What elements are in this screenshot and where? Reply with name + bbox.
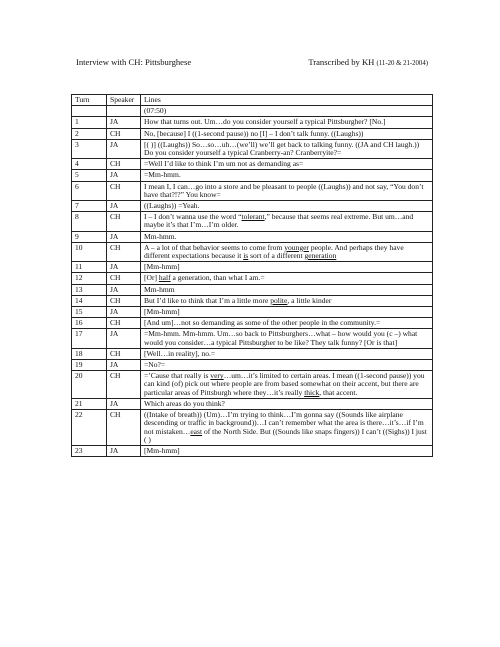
line-text: I mean I, I can…go into a store and be pleasant to people ((Laughs)) and not say, “You don’t have that?!?” You know= (141, 181, 433, 200)
table-row (72, 242, 433, 261)
table-row (72, 231, 433, 242)
turn-number: 4 (72, 159, 107, 170)
line-text: [And um]…not so demanding as some of the other people in the community.= (141, 318, 433, 329)
line-text: [Mm-hmm] (141, 445, 433, 456)
turn-number: 9 (72, 231, 107, 242)
transcriber-credit: Transcribed by KH (11-20 & 21-2004) (308, 57, 428, 67)
table-row (72, 159, 433, 170)
timestamp-row (72, 106, 433, 117)
transcription-date: (11-20 & 21-2004) (376, 60, 428, 67)
table-row (72, 371, 433, 399)
turn-number: 18 (72, 348, 107, 359)
line-text: =Mm-hmm. Mm-hmm. Um…so back to Pittsburghers…what – how would you (c –) what would you consider…a typical Pittsburgher to be like? They talk funny? [Or is that] (141, 329, 433, 348)
speaker: JA (107, 398, 141, 409)
emphasis: half (158, 273, 171, 283)
table-row (72, 284, 433, 295)
turn-number: 1 (72, 117, 107, 128)
emphasis: east (190, 426, 203, 436)
speaker: CH (107, 273, 141, 284)
line-text: How that turns out. Um…do you consider yourself a typical Pittsburgher? [No.] (141, 117, 433, 128)
speaker: CH (107, 371, 141, 399)
emphasis: younger (284, 242, 309, 252)
emphasis: thick (304, 387, 320, 397)
table-row (72, 307, 433, 318)
table-row (72, 360, 433, 371)
turn-number: 19 (72, 360, 107, 371)
emphasis: tolerant (241, 212, 265, 222)
speaker: JA (107, 170, 141, 181)
table-row (72, 139, 433, 158)
line-text: [Mm-hmm] (141, 262, 433, 273)
speaker: CH (107, 348, 141, 359)
line-text: ((Intake of breath)) (Um)…I’m trying to think…I’m gonna say ((Sounds like airplane descending or traffic in background))…I can’t remember what the area is there…it’s…if I’m not mistaken…east of the North Side. But ((Sounds like snaps fingers)) I can’t ((Sighs)) I just ( ) (141, 410, 433, 446)
table-row (72, 318, 433, 329)
speaker: CH (107, 128, 141, 139)
speaker: JA (107, 445, 141, 456)
speaker: JA (107, 360, 141, 371)
table-row (72, 398, 433, 409)
turn-number: 22 (72, 410, 107, 446)
line-text: [Mm-hmm] (141, 307, 433, 318)
line-text: I – I don’t wanna use the word “tolerant,” because that seems real extreme. But um…and maybe it’s that I’m…I’m older. (141, 212, 433, 231)
speaker: JA (107, 117, 141, 128)
turn-number: 17 (72, 329, 107, 348)
turn-number: 11 (72, 262, 107, 273)
table-row (72, 410, 433, 446)
speaker: JA (107, 262, 141, 273)
speaker: CH (107, 159, 141, 170)
table-row (72, 117, 433, 128)
table-row (72, 170, 433, 181)
table-row (72, 201, 433, 212)
speaker: JA (107, 307, 141, 318)
emphasis: generation (304, 251, 337, 261)
column-header-speaker: Speaker (107, 95, 141, 106)
line-text: =’Cause that really is very…um…it’s limited to certain areas. I mean ((1-second pause)) you can kind (of) pick out where people are from based somewhat on their accent, but there are particular areas of Pittsburgh where they…it’s really thick, that accent. (141, 371, 433, 399)
table-row (72, 295, 433, 306)
speaker: JA (107, 284, 141, 295)
line-text: [Or] half a generation, than what I am.= (141, 273, 433, 284)
timestamp: (07:50) (141, 106, 433, 117)
table-row (72, 181, 433, 200)
line-text: [( )] ((Laughs)) So…so…uh…(we’ll) we’ll get back to talking funny. ((JA and CH laugh.)) Do you consider yourself a typical Cranberry-an? Cranberryite?= (141, 139, 433, 158)
turn-number: 5 (72, 170, 107, 181)
turn-number: 15 (72, 307, 107, 318)
turn-number: 2 (72, 128, 107, 139)
turn-number: 3 (72, 139, 107, 158)
turn-number: 16 (72, 318, 107, 329)
line-text: ((Laughs)) =Yeah. (141, 201, 433, 212)
speaker: CH (107, 212, 141, 231)
speaker: JA (107, 231, 141, 242)
speaker: JA (107, 139, 141, 158)
speaker: CH (107, 318, 141, 329)
turn-number: 7 (72, 201, 107, 212)
table-row (72, 445, 433, 456)
line-text: A – a lot of that behavior seems to come from younger people. And perhaps they have different expectations because it is sort of a different generation (141, 242, 433, 261)
line-text: Mm-hmm. (141, 231, 433, 242)
speaker: CH (107, 242, 141, 261)
page-header (76, 57, 428, 71)
interview-title: Interview with CH: Pittsburghese (76, 57, 192, 67)
turn-number: 20 (72, 371, 107, 399)
column-header-lines: Lines (141, 95, 433, 106)
speaker: JA (107, 329, 141, 348)
table-header-row (72, 95, 433, 106)
speaker: CH (107, 181, 141, 200)
turn-number: 8 (72, 212, 107, 231)
turn-number: 12 (72, 273, 107, 284)
turn-number: 13 (72, 284, 107, 295)
line-text: No, [because] I ((1-second pause)) no [I] – I don’t talk funny. ((Laughs)) (141, 128, 433, 139)
table-row (72, 128, 433, 139)
line-text: Mm-hmm (141, 284, 433, 295)
line-text: [Well…in reality], no.= (141, 348, 433, 359)
turn-number: 23 (72, 445, 107, 456)
turn-number: 6 (72, 181, 107, 200)
transcript-table (71, 94, 433, 457)
emphasis: very (210, 371, 224, 381)
table-row (72, 273, 433, 284)
line-text: =No?= (141, 360, 433, 371)
turn-number: 10 (72, 242, 107, 261)
speaker: CH (107, 295, 141, 306)
table-row (72, 212, 433, 231)
emphasis: polite (270, 295, 288, 305)
table-row (72, 262, 433, 273)
table-row (72, 329, 433, 348)
table-row (72, 348, 433, 359)
emphasis: is (243, 251, 249, 261)
line-text: =Mm-hmm. (141, 170, 433, 181)
turn-number: 14 (72, 295, 107, 306)
turn-number: 21 (72, 398, 107, 409)
speaker: CH (107, 410, 141, 446)
speaker: JA (107, 201, 141, 212)
line-text: Which areas do you think? (141, 398, 433, 409)
column-header-turn: Turn (72, 95, 107, 106)
line-text: =Well I’d like to think I’m um not as demanding as= (141, 159, 433, 170)
line-text: But I’d like to think that I’m a little more polite, a little kinder (141, 295, 433, 306)
